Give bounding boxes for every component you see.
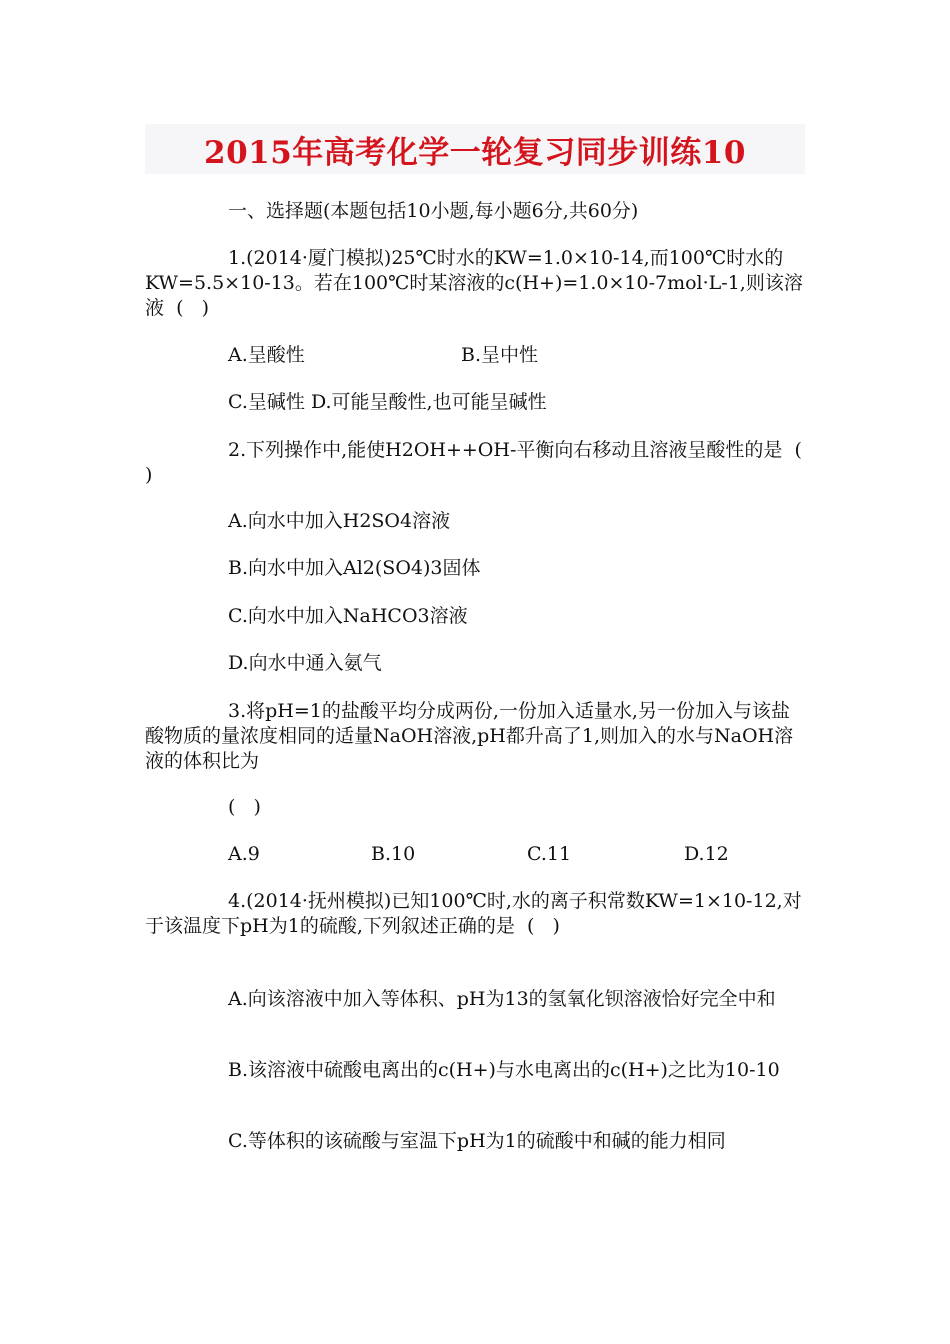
question-3-option-c: C.11 [527,843,572,865]
question-2-option-b: B.向水中加入Al2(SO4)3固体 [228,557,481,579]
question-2-option-d: D.向水中通入氨气 [228,652,382,674]
document-title: 2015年高考化学一轮复习同步训练10 [204,134,746,171]
question-2-option-c: C.向水中加入NaHCO3溶液 [228,605,468,627]
question-3-answer-paren: ( ) [228,796,261,818]
section-heading: 一、选择题(本题包括10小题,每小题6分,共60分) [228,200,639,222]
question-4-option-b: B.该溶液中硫酸电离出的c(H+)与水电离出的c(H+)之比为10-10 [228,1059,780,1081]
question-3-option-b: B.10 [371,843,416,865]
question-4-option-a: A.向该溶液中加入等体积、pH为13的氢氧化钡溶液恰好完全中和 [228,988,776,1010]
question-1-option-cd: C.呈碱性 D.可能呈酸性,也可能呈碱性 [228,391,547,413]
question-1-option-a: A.呈酸性 [228,344,305,366]
title-banner [145,124,805,174]
question-4-stem: 4.(2014·抚州模拟)已知100℃时,水的离子积常数KW=1×10-12,对于该温度下pH为1的硫酸,下列叙述正确的是 ( ) [145,890,802,937]
question-3-option-a: A.9 [228,843,260,865]
question-3-stem: 3.将pH=1的盐酸平均分成两份,一份加入适量水,另一份加入与该盐酸物质的量浓度相同的适量NaOH溶液,pH都升高了1,则加入的水与NaOH溶液的体积比为 [145,700,794,772]
question-3-option-d: D.12 [684,843,729,865]
question-2-stem: 2.下列操作中,能使H2OH++OH-平衡向右移动且溶液呈酸性的是 ( ) [145,439,820,486]
question-4-option-c: C.等体积的该硫酸与室温下pH为1的硫酸中和碱的能力相同 [228,1130,726,1152]
question-1-option-b: B.呈中性 [461,344,539,366]
question-1-stem: 1.(2014·厦门模拟)25℃时水的KW=1.0×10-14,而100℃时水的KW=5.5×10-13。若在100℃时某溶液的c(H+)=1.0×10-7mol·L-1,则该溶液 ( ) [145,247,803,319]
question-2-option-a: A.向水中加入H2SO4溶液 [228,510,451,532]
